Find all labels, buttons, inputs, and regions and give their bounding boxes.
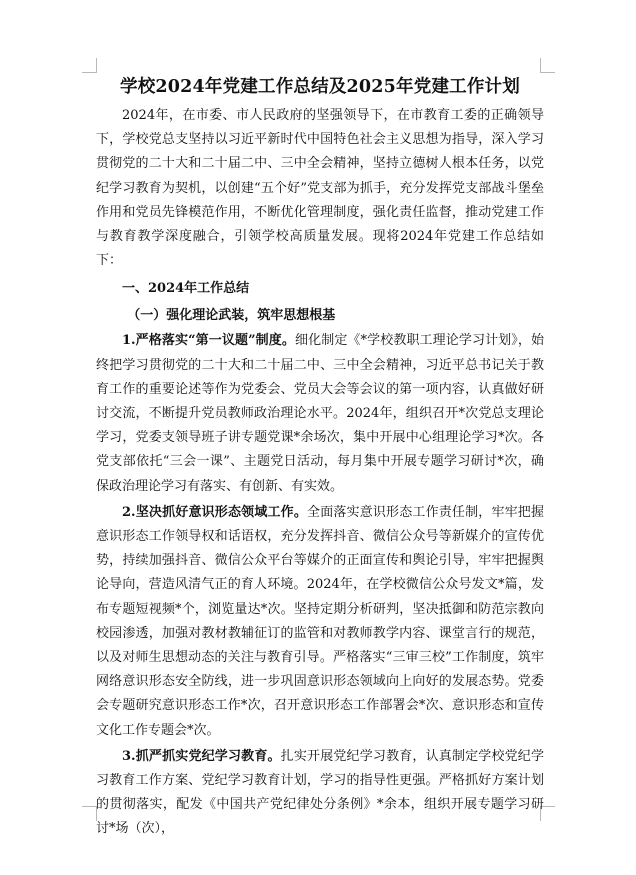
crop-mark-top-left xyxy=(82,58,97,73)
item-paragraph-1 xyxy=(96,329,544,498)
document-body xyxy=(96,70,544,842)
item-1-lead: 1.严格落实“第一议题”制度。 xyxy=(122,333,295,349)
item-2-body: 全面落实意识形态工作责任制，牢牢把握意识形态工作领导权和话语权，充分发挥抖音、微信公众号等新媒介的宣传优势，持续加强抖音、微信公众平台等媒介的正面宣传和舆论引导，牢牢把握舆论导向，营造风清气正的育人环境。2024年，在学校微信公众号发文*篇，发布专题短视频*个，浏览量达*次。坚持定期分析研判，坚决抵御和防范宗教向校园渗透，加强对教材教辅征订的监管和对教师教学内容、课堂言行的规范，以及对师生思想动态的关注与教育引导。严格落实“三审三校”工作制度，筑牢网络意识形态安全防线，进一步巩固意识形态领域向上向好的发展态势。党委会专题研究意识形态工作*次，召开意识形态工作部署会*次、意识形态和宣传文化工作专题会*次。 xyxy=(96,504,544,738)
intro-paragraph: 2024年，在市委、市人民政府的坚强领导下，在市教育工委的正确领导下，学校党总支坚持以习近平新时代中国特色社会主义思想为指导，深入学习贯彻党的二十大和二十届二中、三中全会精神，坚持立德树人根本任务，以党纪学习教育为契机，以创建“五个好”党支部为抓手，充分发挥党支部战斗堡垒作用和党员先锋模范作用，不断优化管理制度，强化责任监督，推动党建工作与教育教学深度融合，引领学校高质量发展。现将2024年党建工作总结如下： xyxy=(96,108,544,269)
item-3-body: 扎实开展党纪学习教育，认真制定学校党纪学习教育工作方案、党纪学习教育计划，学习的指导性更强。严格抓好方案计划的贯彻落实，配发《中国共产党纪律处分条例》*余本，组织开展专题学习研讨*场（次）， xyxy=(96,748,544,837)
crop-mark-bottom-left xyxy=(82,806,97,821)
section-heading: 一、2024年工作总结 xyxy=(122,281,250,297)
item-paragraph-3 xyxy=(96,745,544,842)
item-1-body: 细化制定《*学校教职工理论学习计划》，始终把学习贯彻党的二十大和二十届二中、三中全会精神，习近平总书记关于教育工作的重要论述等作为党委会、党员大会等会议的第一项内容，认真做好研讨交流，不断提升党员教师政治理论水平。2024年，组织召开*次党总支理论学习，党委支领导班子讲专题党课*余场次，集中开展中心组理论学习*次。各党支部依托“三会一课”、主题党日活动，每月集中开展专题学习研讨*次，确保政治理论学习有落实、有创新、有实效。 xyxy=(96,333,544,494)
item-paragraph-2 xyxy=(96,501,544,743)
document-title: 学校2024年党建工作总结及2025年党建工作计划 xyxy=(120,77,520,97)
subsection-heading: （一）强化理论武装，筑牢思想根基 xyxy=(127,308,336,324)
item-3-lead: 3.抓严抓实党纪学习教育。 xyxy=(122,748,281,764)
item-2-lead: 2.坚决抓好意识形态领域工作。 xyxy=(122,504,308,520)
